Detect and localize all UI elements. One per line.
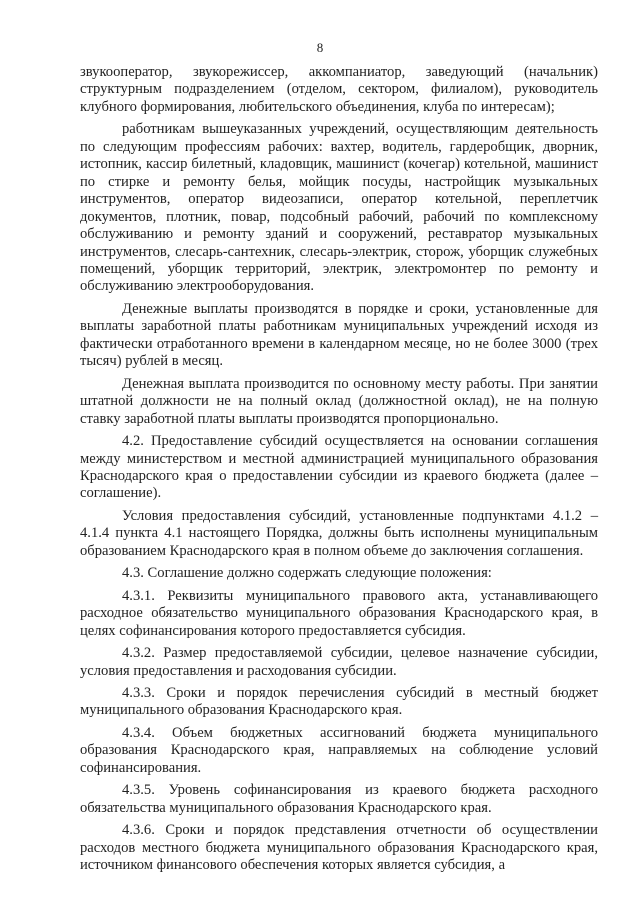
paragraph-4-3-6: 4.3.6. Сроки и порядок представления отчетности об осуществлении расходов местного бюджета муниципального образования Краснодарского края, источником финансового обеспечения которых является субсидия, а — [80, 822, 598, 874]
document-body — [80, 64, 598, 879]
paragraph-continuation: звукооператор, звукорежиссер, аккомпаниатор, заведующий (начальник) структурным подразделением (отделом, сектором, филиалом), руководитель клубного формирования, любительского объединения, клуба по интересам); — [80, 64, 598, 115]
paragraph-4-3-4: 4.3.4. Объем бюджетных ассигнований бюджета муниципального образования Краснодарского края, направляемых на соблюдение условий софинансирования. — [80, 724, 598, 776]
paragraph-conditions: Условия предоставления субсидий, установленные подпунктами 4.1.2 – 4.1.4 пункта 4.1 настоящего Порядка, должны быть исполнены муниципальным образованием Краснодарского края в полном объеме до заключения соглашения. — [80, 507, 598, 559]
paragraph-main-workplace: Денежная выплата производится по основному месту работы. При занятии штатной должности не на полный оклад (должностной оклад), не на полную ставку заработной платы выплаты производятся пропорционально. — [80, 375, 598, 427]
paragraph-workers-professions: работникам вышеуказанных учреждений, осуществляющим деятельность по следующим профессиям рабочих: вахтер, водитель, гардеробщик, дворник, истопник, кассир билетный, кладовщик, машинист (кочегар) котельной, машинист по стирке и ремонту белья, мойщик посуды, настройщик музыкальных инструментов, оператор видеозаписи, оператор котельной, переплетчик документов, плотник, повар, подсобный рабочий, рабочий по комплексному обслуживанию и ремонту зданий и сооружений, реставратор музыкальных инструментов, слесарь-сантехник, слесарь-электрик, сторож, уборщик служебных помещений, уборщик территорий, электрик, электромонтер по ремонту и обслуживанию электрооборудования. — [80, 121, 598, 295]
paragraph-4-2: 4.2. Предоставление субсидий осуществляется на основании соглашения между министерством и местной администрацией муниципального образования Краснодарского края о предоставлении субсидии из краевого бюджета (далее – соглашение). — [80, 433, 598, 502]
paragraph-payment-terms: Денежные выплаты производятся в порядке и сроки, установленные для выплаты заработной платы работникам муниципальных учреждений исходя из фактически отработанного времени в календарном месяце, но не более 3000 (трех тысяч) рублей в месяц. — [80, 300, 598, 370]
page-number: 8 — [316, 40, 324, 55]
paragraph-4-3-5: 4.3.5. Уровень софинансирования из краевого бюджета расходного обязательства муниципального образования Краснодарского края. — [80, 782, 598, 816]
paragraph-4-3-1: 4.3.1. Реквизиты муниципального правового акта, устанавливающего расходное обязательство муниципального образования Краснодарского края, в целях софинансирования которого предоставляется субсидия. — [80, 587, 598, 639]
paragraph-4-3-3: 4.3.3. Сроки и порядок перечисления субсидий в местный бюджет муниципального образования Краснодарского края. — [80, 684, 598, 719]
paragraph-4-3: 4.3. Соглашение должно содержать следующие положения: — [122, 565, 492, 582]
paragraph-4-3-2: 4.3.2. Размер предоставляемой субсидии, целевое назначение субсидии, условия предоставления и расходования субсидии. — [80, 645, 598, 679]
